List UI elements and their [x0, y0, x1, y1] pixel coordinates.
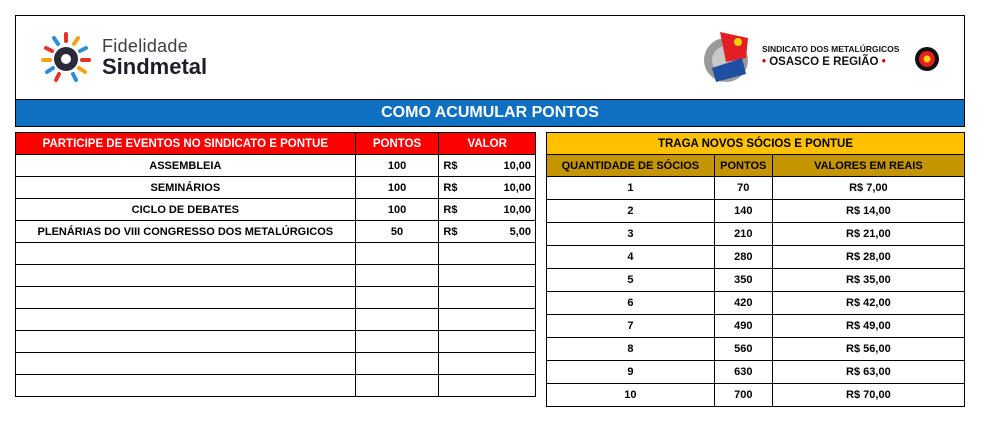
- points-sheet: [15, 15, 965, 407]
- currency-label: R$: [443, 159, 458, 172]
- event-name: PLENÁRIAS DO VIII CONGRESSO DOS METALÚRGICOS: [16, 221, 356, 243]
- table-row: [547, 292, 965, 315]
- referrals-header-row: [547, 155, 965, 177]
- referral-value: R$ 63,00: [772, 361, 964, 384]
- referral-value: R$ 28,00: [772, 246, 964, 269]
- referral-qty: 9: [547, 361, 715, 384]
- value-amount: 10,00: [503, 181, 531, 194]
- referral-points: 490: [714, 315, 772, 338]
- referral-qty: 3: [547, 223, 715, 246]
- referrals-header-value: VALORES EM REAIS: [772, 155, 964, 177]
- table-row: [547, 246, 965, 269]
- table-row: [547, 315, 965, 338]
- referrals-header-quantity: QUANTIDADE DE SÓCIOS: [547, 155, 715, 177]
- value-amount: 10,00: [503, 159, 531, 172]
- table-row: [547, 200, 965, 223]
- table-row: [16, 155, 536, 177]
- union-emblem-icon: [702, 28, 758, 88]
- referral-value: R$ 49,00: [772, 315, 964, 338]
- currency-label: R$: [443, 181, 458, 194]
- event-points: 100: [355, 177, 439, 199]
- empty-row: [16, 353, 536, 375]
- event-points: 100: [355, 199, 439, 221]
- currency-label: R$: [443, 225, 458, 238]
- events-header-value: VALOR: [439, 133, 536, 155]
- referrals-title: TRAGA NOVOS SÓCIOS E PONTUE: [547, 133, 965, 155]
- referral-qty: 10: [547, 384, 715, 407]
- header: [15, 15, 965, 99]
- event-name: ASSEMBLEIA: [16, 155, 356, 177]
- referral-points: 630: [714, 361, 772, 384]
- table-row: [547, 384, 965, 407]
- brand-line-2: Sindmetal: [102, 54, 208, 79]
- referrals-table: [546, 132, 965, 407]
- table-row: [16, 177, 536, 199]
- table-row: [16, 199, 536, 221]
- referral-value: R$ 70,00: [772, 384, 964, 407]
- union-logo: [702, 28, 942, 90]
- empty-row: [16, 265, 536, 287]
- empty-row: [16, 309, 536, 331]
- referral-qty: 4: [547, 246, 715, 269]
- referral-qty: 5: [547, 269, 715, 292]
- referrals-header-points: PONTOS: [714, 155, 772, 177]
- table-row: [547, 269, 965, 292]
- bullet-icon: •: [881, 56, 886, 68]
- event-points: 100: [355, 155, 439, 177]
- bullet-icon: •: [762, 56, 767, 68]
- referral-value: R$ 35,00: [772, 269, 964, 292]
- referral-qty: 1: [547, 177, 715, 200]
- referral-qty: 7: [547, 315, 715, 338]
- event-value: [439, 177, 536, 199]
- referral-qty: 2: [547, 200, 715, 223]
- table-row: [16, 221, 536, 243]
- referral-qty: 6: [547, 292, 715, 315]
- union-region-label: OSASCO E REGIÃO: [769, 56, 879, 68]
- event-name: CICLO DE DEBATES: [16, 199, 356, 221]
- page-title: COMO ACUMULAR PONTOS: [15, 99, 965, 127]
- fidelidade-logo: [38, 30, 258, 86]
- referral-points: 210: [714, 223, 772, 246]
- referral-points: 140: [714, 200, 772, 223]
- referral-points: 280: [714, 246, 772, 269]
- referral-points: 700: [714, 384, 772, 407]
- table-row: [547, 177, 965, 200]
- event-value: [439, 155, 536, 177]
- event-value: [439, 221, 536, 243]
- events-table: [15, 132, 536, 397]
- seal-icon: [914, 46, 940, 72]
- referral-value: R$ 21,00: [772, 223, 964, 246]
- event-name: SEMINÁRIOS: [16, 177, 356, 199]
- union-name-line-1: SINDICATO DOS METALÚRGICOS: [762, 44, 900, 54]
- referral-points: 70: [714, 177, 772, 200]
- empty-row: [16, 243, 536, 265]
- value-amount: 10,00: [503, 203, 531, 216]
- referral-points: 420: [714, 292, 772, 315]
- gear-icon: [38, 30, 94, 86]
- referral-value: R$ 14,00: [772, 200, 964, 223]
- empty-row: [16, 287, 536, 309]
- table-row: [547, 223, 965, 246]
- referral-points: 350: [714, 269, 772, 292]
- empty-row: [16, 375, 536, 397]
- brand-line-1: Fidelidade: [102, 36, 189, 56]
- referral-points: 560: [714, 338, 772, 361]
- referrals-title-row: [547, 133, 965, 155]
- events-header-points: PONTOS: [355, 133, 439, 155]
- empty-row: [16, 331, 536, 353]
- referral-qty: 8: [547, 338, 715, 361]
- event-value: [439, 199, 536, 221]
- currency-label: R$: [443, 203, 458, 216]
- events-header-event: PARTICIPE DE EVENTOS NO SINDICATO E PONTUE: [16, 133, 356, 155]
- table-row: [547, 338, 965, 361]
- events-header-row: [16, 133, 536, 155]
- table-row: [547, 361, 965, 384]
- referral-value: R$ 42,00: [772, 292, 964, 315]
- union-name-line-2: [762, 56, 886, 68]
- value-amount: 5,00: [509, 225, 531, 238]
- event-points: 50: [355, 221, 439, 243]
- referral-value: R$ 7,00: [772, 177, 964, 200]
- referral-value: R$ 56,00: [772, 338, 964, 361]
